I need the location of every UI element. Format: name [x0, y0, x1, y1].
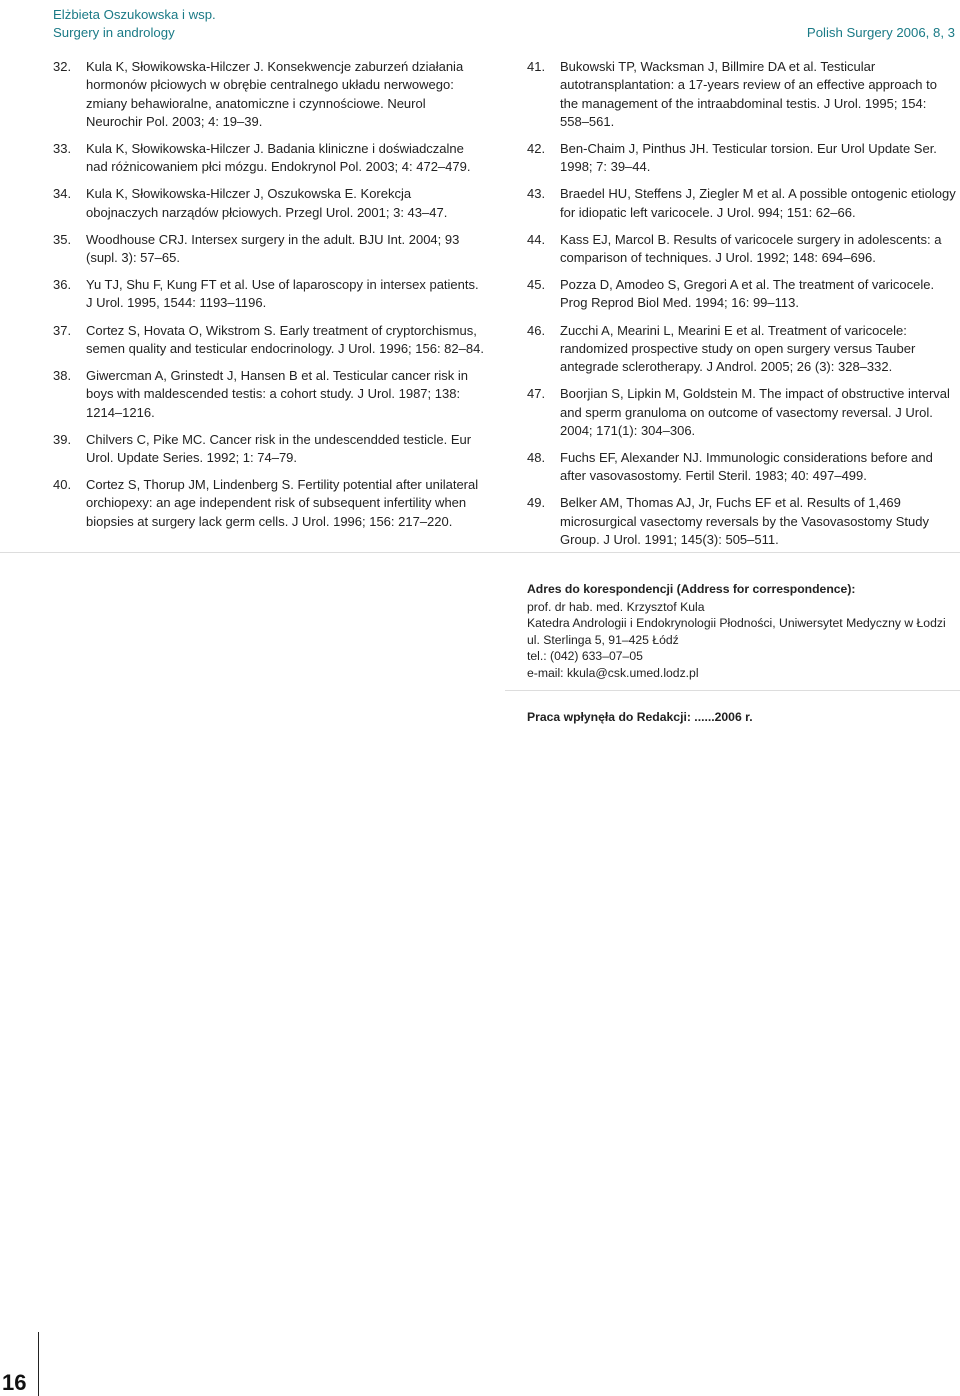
- reference-item: [53, 322, 485, 359]
- reference-number: 41.: [527, 59, 546, 74]
- reference-number: 45.: [527, 277, 546, 293]
- reference-item: [53, 367, 485, 422]
- reference-text: Bukowski TP, Wacksman J, Billmire DA et al. Testicular autotransplantation: a 17-years review of an effective approach to the management of the intraabdominal testis. J Urol. 1995; 154: 558–561.: [560, 59, 937, 129]
- reference-number: 44.: [527, 231, 546, 247]
- divider: [0, 552, 960, 553]
- reference-number: 32.: [53, 59, 72, 74]
- reference-text: Braedel HU, Steffens J, Ziegler M et al. A possible ontogenic etiology for idiopatic left varicocele. J Urol. 994; 151: 62–66.: [560, 186, 956, 220]
- correspondence-title: Adres do korespondencji (Address for correspondence):: [527, 582, 856, 596]
- reference-number: 43.: [527, 186, 546, 202]
- reference-text: Giwercman A, Grinstedt J, Hansen B et al. Testicular cancer risk in boys with maldescended testis: a cohort study. J Urol. 1987; 138: 1214–1216.: [86, 367, 468, 420]
- reference-number: 33.: [53, 140, 72, 156]
- running-header-left: [53, 6, 216, 42]
- reference-item: [527, 185, 957, 222]
- reference-text: Yu TJ, Shu F, Kung FT et al. Use of laparoscopy in intersex patients. J Urol. 1995, 1544: 1193–1196.: [86, 277, 479, 311]
- header-author: Elżbieta Oszukowska i wsp.: [53, 7, 216, 22]
- reference-text: Boorjian S, Lipkin M, Goldstein M. The impact of obstructive interval and sperm granuloma on outcome of vasectomy reversal. J Urol. 2004; 171(1): 304–306.: [560, 386, 950, 438]
- reference-number: 36.: [53, 277, 72, 293]
- reference-item: [53, 185, 485, 222]
- correspondence-line: prof. dr hab. med. Krzysztof Kula: [527, 599, 705, 614]
- reference-text: Kula K, Słowikowska-Hilczer J. Badania kliniczne i doświadczalne nad różnicowaniem płci mózgu. Endokrynol Pol. 2003; 4: 472–479.: [86, 140, 471, 175]
- reference-text: Cortez S, Hovata O, Wikstrom S. Early treatment of cryptorchismus, semen quality and testicular endocrinology. J Urol. 1996; 156: 82–84.: [86, 322, 484, 356]
- divider: [505, 690, 960, 691]
- reference-number: 42.: [527, 140, 546, 156]
- reference-text: Zucchi A, Mearini L, Mearini E et al. Treatment of varicocele: randomized prospective study on open surgery versus Tauber antegrade sclerotherapy. J Androl. 2005; 26 (3): 328–332.: [560, 322, 916, 375]
- reference-number: 46.: [527, 322, 546, 338]
- page-number-rule: [38, 1332, 39, 1396]
- reference-number: 48.: [527, 449, 546, 465]
- reference-item: [527, 276, 957, 313]
- reference-text: Kula K, Słowikowska-Hilczer J, Oszukowska E. Korekcja obojnaczych narządów płciowych. Przegl Urol. 2001; 3: 43–47.: [86, 186, 448, 220]
- reference-text: Fuchs EF, Alexander NJ. Immunologic considerations before and after vasovasostomy. Fertil Steril. 1983; 40: 497–499.: [560, 449, 933, 484]
- reference-text: Pozza D, Amodeo S, Gregori A et al. The treatment of varicocele. Prog Reprod Biol Med. 1994; 16: 99–113.: [560, 277, 935, 311]
- reference-item: [53, 58, 485, 131]
- reference-item: [527, 322, 957, 377]
- reference-item: [53, 140, 485, 177]
- references-left-column: [53, 58, 485, 540]
- reference-item: [527, 231, 957, 268]
- reference-number: 49.: [527, 495, 546, 511]
- reference-item: [527, 385, 957, 440]
- reference-text: Cortez S, Thorup JM, Lindenberg S. Fertility potential after unilateral orchiopexy: an age independent risk of subsequent infertility when biopsies at surgery lack germ cells. J Urol. 1996; 156: 217–220.: [86, 477, 479, 529]
- reference-number: 35.: [53, 231, 72, 247]
- reference-text: Kass EJ, Marcol B. Results of varicocele surgery in adolescents: a comparison of techniques. J Urol. 1992; 148: 694–696.: [560, 231, 942, 266]
- reference-text: Woodhouse CRJ. Intersex surgery in the adult. BJU Int. 2004; 93 (supl. 3): 57–65.: [86, 231, 460, 266]
- reference-item: [527, 449, 957, 486]
- reference-item: [527, 58, 957, 131]
- received-note: Praca wpłynęła do Redakcji: ......2006 r.: [527, 710, 753, 724]
- reference-item: [53, 431, 485, 468]
- correspondence-block: [527, 581, 957, 681]
- page-number: 16: [2, 1370, 27, 1395]
- reference-number: 37.: [53, 322, 72, 338]
- correspondence-line: ul. Sterlinga 5, 91–425 Łódź: [527, 632, 679, 647]
- reference-number: 34.: [53, 186, 72, 202]
- reference-number: 39.: [53, 431, 72, 447]
- references-right-column: [527, 58, 957, 558]
- reference-number: 47.: [527, 386, 546, 402]
- reference-number: 40.: [53, 477, 72, 493]
- reference-item: [527, 140, 957, 177]
- reference-item: [53, 231, 485, 268]
- reference-text: Belker AM, Thomas AJ, Jr, Fuchs EF et al. Results of 1,469 microsurgical vasectomy reversals by the Vasovasostomy Study Group. J Urol. 1991; 145(3): 505–511.: [560, 495, 929, 547]
- reference-text: Chilvers C, Pike MC. Cancer risk in the undescendded testicle. Eur Urol. Update Series. 1992; 1: 74–79.: [86, 431, 472, 465]
- header-section: Surgery in andrology: [53, 25, 175, 40]
- reference-text: Ben-Chaim J, Pinthus JH. Testicular torsion. Eur Urol Update Ser. 1998; 7: 39–44.: [560, 140, 937, 175]
- reference-item: [527, 494, 957, 549]
- correspondence-line: tel.: (042) 633–07–05: [527, 649, 643, 663]
- reference-text: Kula K, Słowikowska-Hilczer J. Konsekwencje zaburzeń działania hormonów płciowych w obrębie centralnego układu nerwowego: zmiany behawioralne, anatomiczne i czynnościowe. Neurol Neurochir Pol. 2003; 4: 19–39.: [86, 59, 464, 129]
- correspondence-line: Katedra Andrologii i Endokrynologii Płodności, Uniwersytet Medyczny w Łodzi: [527, 616, 946, 630]
- reference-item: [53, 476, 485, 531]
- correspondence-email: e-mail: kkula@csk.umed.lodz.pl: [527, 665, 699, 680]
- header-journal: Polish Surgery 2006, 8, 3: [806, 25, 955, 40]
- reference-item: [53, 276, 485, 313]
- reference-number: 38.: [53, 367, 72, 383]
